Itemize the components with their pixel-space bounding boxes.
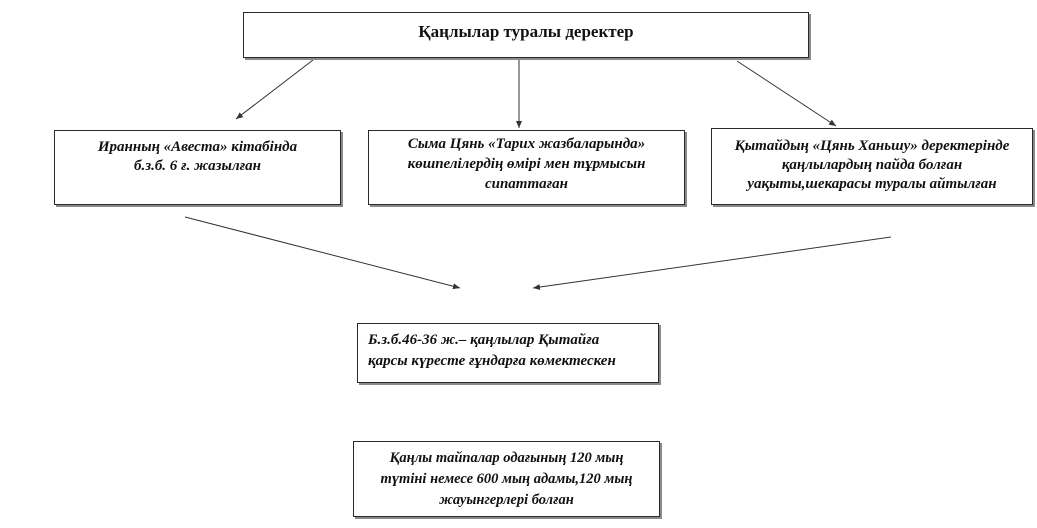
source-box-han-shu <box>711 128 1033 205</box>
source-box-avesta <box>54 130 341 205</box>
source-line: Иранның «Авеста» кітабінда <box>97 139 298 155</box>
fact-box <box>353 441 660 517</box>
source-line: сипаттаған <box>484 176 569 192</box>
source-line: қаңлылардың пайда болған <box>781 157 963 173</box>
event-box <box>357 323 659 383</box>
fact-line: түтіні немесе 600 мың адамы,120 мың <box>380 471 633 487</box>
source-line: уақыты,шекарасы туралы айтылған <box>747 176 997 192</box>
source-line: Қытайдың «Цянь Ханьшу» деректерінде <box>734 138 1010 154</box>
arrow-title-to-avesta <box>236 60 313 119</box>
event-line: қарсы күресте ғұндарға көмектескен <box>368 353 616 369</box>
source-line: Сыма Цянь «Тарих жазбаларында» <box>407 136 646 152</box>
fact-line: Қаңлы тайпалар одағының 120 мың <box>389 450 624 466</box>
source-line: б.з.б. 6 ғ. жазылған <box>133 158 262 174</box>
event-line: Б.з.б.46-36 ж.– қаңлылар Қытайға <box>368 332 600 348</box>
arrow-avesta-to-event <box>185 217 460 288</box>
title-text: Қаңлылар туралы деректер <box>418 22 634 41</box>
arrow-han-shu-to-event <box>533 237 891 288</box>
fact-line: жауынгерлері болған <box>439 492 574 508</box>
title-box <box>243 12 809 58</box>
source-box-sima-qian <box>368 130 685 205</box>
source-line: көшпелілердің өмірі мен тұрмысын <box>407 156 646 172</box>
arrow-title-to-han-shu <box>737 61 836 126</box>
